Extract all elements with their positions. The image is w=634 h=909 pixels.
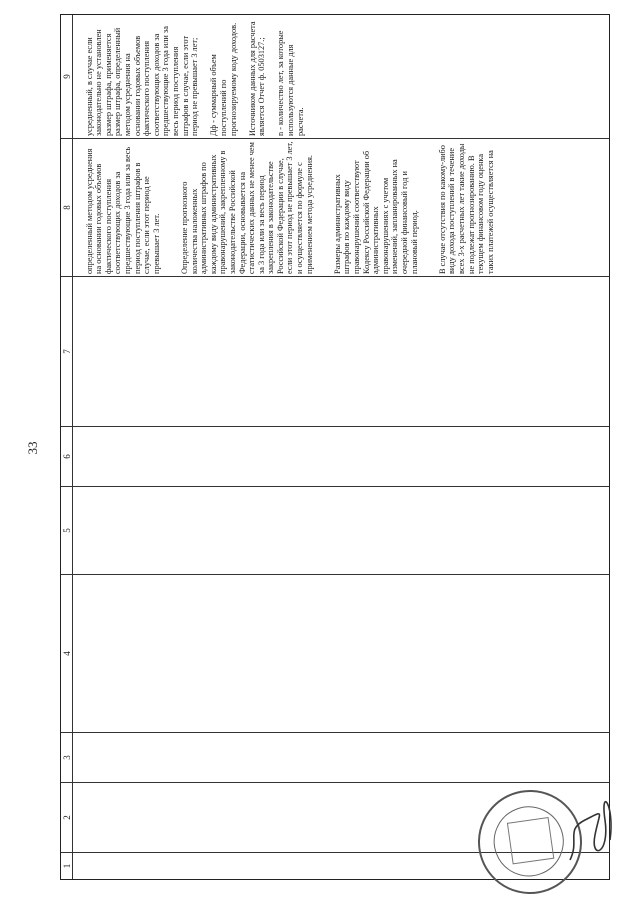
column-number-5: 5 — [61, 487, 73, 574]
data-table — [60, 14, 610, 880]
column-8-text — [75, 141, 607, 274]
column-number-4: 4 — [61, 575, 73, 732]
column-number-1: 1 — [61, 853, 73, 879]
column-9 — [61, 15, 609, 138]
column-number-3: 3 — [61, 733, 73, 782]
col8-paragraph-1: определенный методом усреднения на основании годовых объемов фактического поступления соответствующих доходов за предшествующие 3 года или за весь период поступления штрафов в случае, если этот период не превышает 3 лет. — [84, 146, 161, 274]
column-5 — [61, 486, 609, 574]
stamp-emblem-icon — [507, 817, 554, 864]
col8-paragraph-3: Размеры административных штрафов по каждому виду правонарушений соответствуют Кодексу Российской Федерации об административных правонарушениях с учетом изменений, запланированных на очередной финансовый год и плановый период. — [332, 150, 419, 274]
column-4 — [61, 574, 609, 732]
column-9-text — [75, 17, 607, 136]
page-number: 33 — [25, 441, 40, 455]
column-number-8: 8 — [61, 139, 73, 276]
col9-paragraph-4: n - количество лет, за которые используются данные для расчета. — [276, 30, 305, 136]
column-3 — [61, 732, 609, 782]
column-number-9: 9 — [61, 15, 73, 138]
col8-paragraph-2: Определение прогнозного количества наложенных административных штрафов по каждому виду административных правонарушений, закрепленному в законодательстве Российской Федерации, основывается на статистических данных не менее чем за 3 года или за весь период закрепления в законодательстве Российской Федерации в случае, если этот период не превышает 3 лет, и осуществляется по формуле с применением метода усреднения. — [179, 141, 314, 274]
column-7 — [61, 276, 609, 426]
column-number-2: 2 — [61, 783, 73, 852]
rotated-table-content — [61, 15, 609, 879]
column-6 — [61, 426, 609, 486]
col8-paragraph-4: В случае отсутствия по какому-либо виду дохода поступлений в течение всех 3-х расчетных лет такие доходы не подлежат прогнозированию. В текущем финансовом году оценка таких платежей осуществляется на — [437, 143, 495, 274]
column-number-6: 6 — [61, 427, 73, 486]
col9-paragraph-2: Дф - суммарный объем поступлений по прогнозируемому коду доходов. — [209, 22, 238, 136]
column-number-7: 7 — [61, 277, 73, 426]
col9-paragraph-3: Источником данных для расчета является Отчет ф. 0503127.; — [247, 21, 267, 136]
column-8 — [61, 138, 609, 276]
signature-icon — [560, 800, 620, 870]
col9-paragraph-1: усредненный, в случае если законодательно не установлен размер штрафа, применяется размер штрафа, определенный методом усреднения на основании годовых объемов фактического поступления соответствующих доходов за предшествующие 3 года или за весь период поступления штрафов в случае, если этот период не превышает 3 лет; — [84, 26, 200, 136]
